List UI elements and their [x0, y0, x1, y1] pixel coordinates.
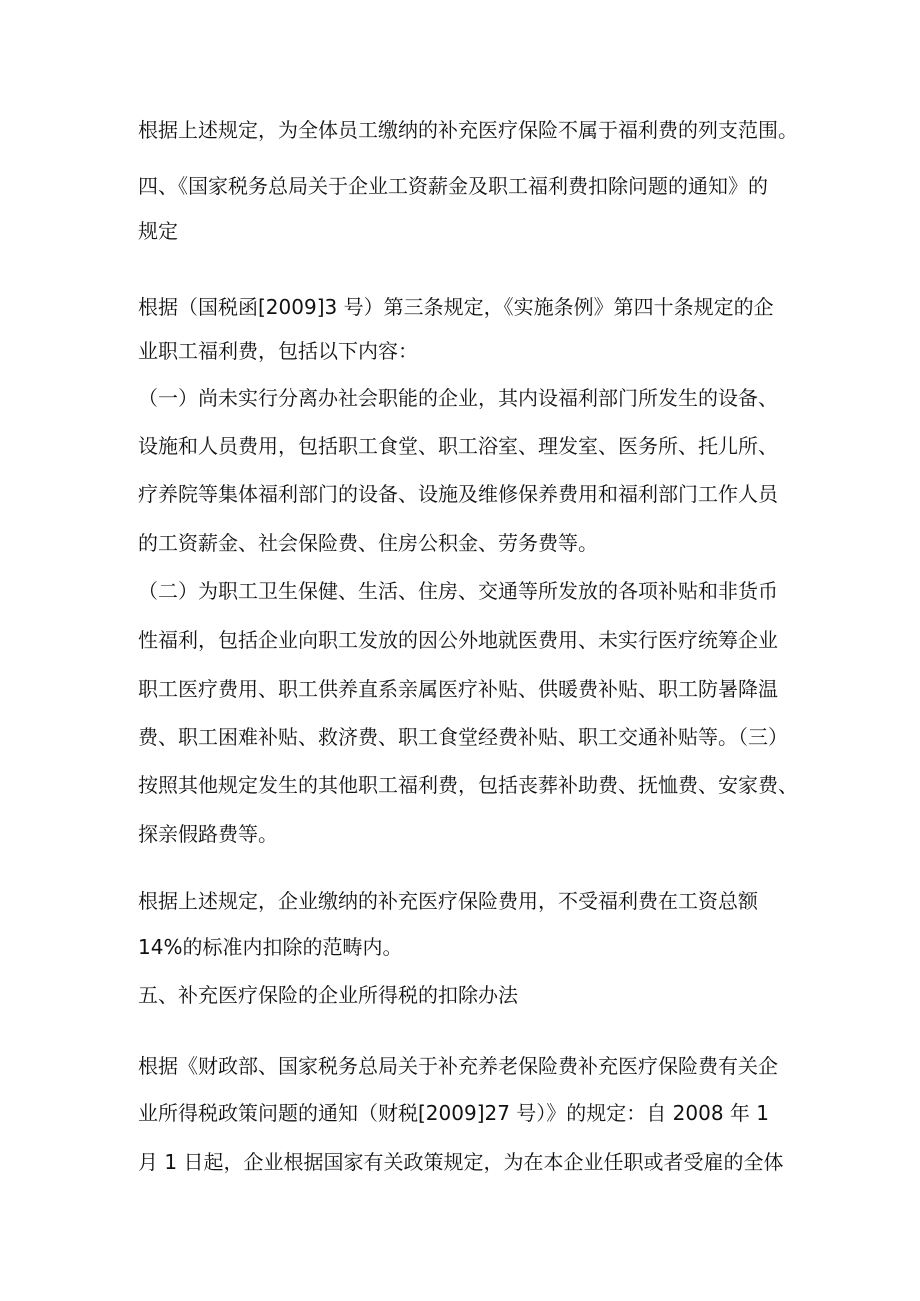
text-line: 性福利，包括企业向职工发放的因公外地就医费用、未实行医疗统筹企业 — [138, 628, 778, 652]
text-line: 根据（国税函[2009]3 号）第三条规定，《实施条例》第四十条规定的企 — [138, 295, 774, 319]
text-line: （二）为职工卫生保健、生活、住房、交通等所发放的各项补贴和非货币 — [138, 579, 778, 603]
text-line: 业职工福利费，包括以下内容： — [138, 339, 418, 363]
text-line: 按照其他规定发生的其他职工福利费，包括丧葬补助费、抚恤费、安家费、 — [138, 773, 798, 797]
text-line: （一）尚未实行分离办社会职能的企业，其内设福利部门所发生的设备、 — [138, 386, 778, 410]
section-heading-5: 五、补充医疗保险的企业所得税的扣除办法 — [138, 983, 518, 1007]
text-line: 探亲假路费等。 — [138, 822, 278, 846]
text-line: 的工资薪金、社会保险费、住房公积金、劳务费等。 — [138, 531, 598, 555]
text-line: 根据上述规定，为全体员工缴纳的补充医疗保险不属于福利费的列支范围。 — [138, 118, 798, 142]
text-line: 月 1 日起，企业根据国家有关政策规定，为在本企业任职或者受雇的全体 — [138, 1150, 784, 1174]
text-line: 疗养院等集体福利部门的设备、设施及维修保养费用和福利部门工作人员 — [138, 482, 778, 506]
text-line: 费、职工困难补贴、救济费、职工食堂经费补贴、职工交通补贴等。（三） — [138, 725, 788, 749]
text-line: 14%的标准内扣除的范畴内。 — [138, 935, 403, 959]
text-line: 根据《财政部、国家税务总局关于补充养老保险费补充医疗保险费有关企 — [138, 1054, 778, 1078]
text-line: 设施和人员费用，包括职工食堂、职工浴室、理发室、医务所、托儿所、 — [138, 434, 778, 458]
section-heading-4: 四、《国家税务总局关于企业工资薪金及职工福利费扣除问题的通知》的 — [138, 174, 768, 198]
text-line: 职工医疗费用、职工供养直系亲属医疗补贴、供暖费补贴、职工防暑降温 — [138, 677, 778, 701]
text-line: 业所得税政策问题的通知（财税[2009]27 号）》的规定：自 2008 年 1 — [138, 1101, 770, 1125]
section-heading-4-cont: 规定 — [138, 219, 178, 243]
text-line: 根据上述规定，企业缴纳的补充医疗保险费用，不受福利费在工资总额 — [138, 889, 758, 913]
